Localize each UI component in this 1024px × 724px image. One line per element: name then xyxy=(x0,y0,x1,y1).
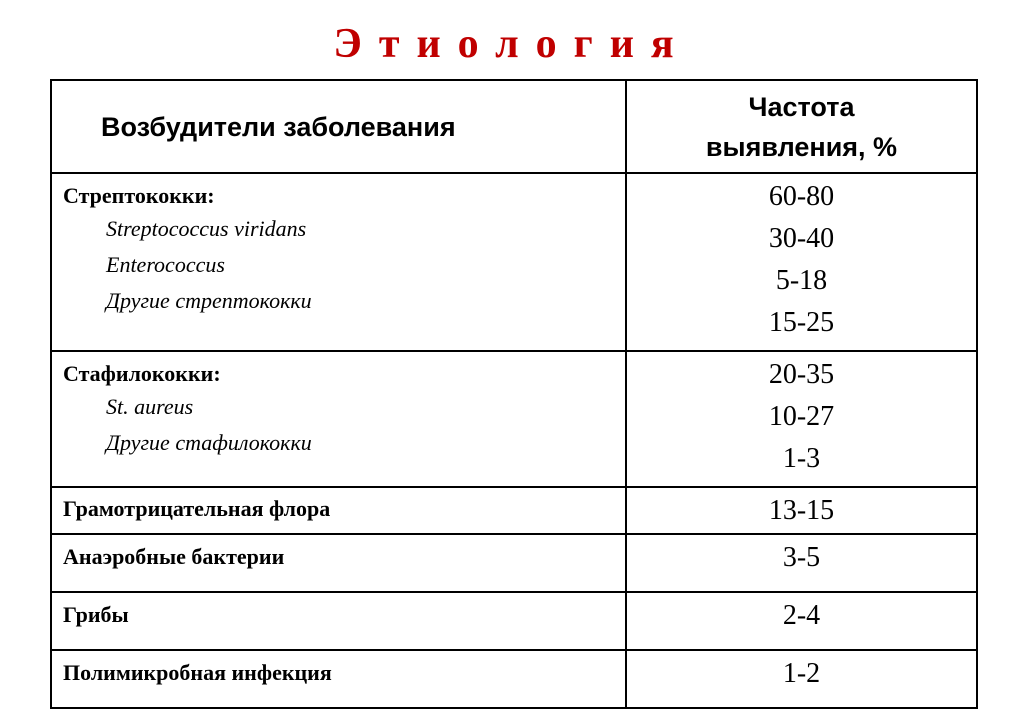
frequency-cell xyxy=(626,351,977,487)
header-frequency xyxy=(626,80,977,173)
sub-item: Другие стрептококки xyxy=(106,288,312,313)
frequency-cell xyxy=(626,592,977,650)
group-title: Стрептококки: xyxy=(63,183,215,208)
pathogen-name: Грибы xyxy=(63,602,129,627)
table-header-row xyxy=(51,80,977,173)
frequency-cell xyxy=(626,173,977,351)
frequency-value: 1-3 xyxy=(782,443,821,474)
slide-title: Этиология xyxy=(333,21,691,67)
frequency-value: 2-4 xyxy=(782,600,821,631)
pathogen-cell xyxy=(51,534,626,592)
table-row-streptococci xyxy=(51,173,977,351)
pathogen-cell xyxy=(51,173,626,351)
pathogen-cell xyxy=(51,351,626,487)
table-row xyxy=(51,592,977,650)
group-title: Стафилококки: xyxy=(63,361,221,386)
pathogen-cell xyxy=(51,487,626,534)
header-pathogens: Возбудители заболевания xyxy=(51,80,626,173)
frequency-value: 15-25 xyxy=(768,307,835,338)
frequency-value: 10-27 xyxy=(768,401,835,432)
table-row-staphylococci xyxy=(51,351,977,487)
sub-item: St. aureus xyxy=(106,394,194,419)
pathogen-name: Полимикробная инфекция xyxy=(63,660,332,685)
frequency-cell xyxy=(626,534,977,592)
frequency-value: 60-80 xyxy=(768,181,835,212)
frequency-value: 5-18 xyxy=(775,265,828,296)
sub-item: Другие стафилококки xyxy=(106,430,312,455)
frequency-cell xyxy=(626,487,977,534)
pathogen-cell xyxy=(51,650,626,708)
table-row xyxy=(51,650,977,708)
etiology-table xyxy=(50,79,978,709)
frequency-value: 3-5 xyxy=(782,542,821,573)
frequency-value: 20-35 xyxy=(768,359,835,390)
frequency-value: 1-2 xyxy=(782,658,821,689)
table-row xyxy=(51,487,977,534)
sub-item: Streptococcus viridans xyxy=(106,216,307,241)
pathogen-name: Анаэробные бактерии xyxy=(63,544,285,569)
pathogen-cell xyxy=(51,592,626,650)
frequency-value: 30-40 xyxy=(768,223,835,254)
sub-item: Enterococcus xyxy=(106,252,225,277)
header-frequency-line1: Частота xyxy=(748,91,855,122)
header-frequency-line2: выявления, % xyxy=(705,131,898,162)
frequency-value: 13-15 xyxy=(768,495,835,526)
table-row xyxy=(51,534,977,592)
pathogen-name: Грамотрицательная флора xyxy=(63,496,331,521)
frequency-cell xyxy=(626,650,977,708)
